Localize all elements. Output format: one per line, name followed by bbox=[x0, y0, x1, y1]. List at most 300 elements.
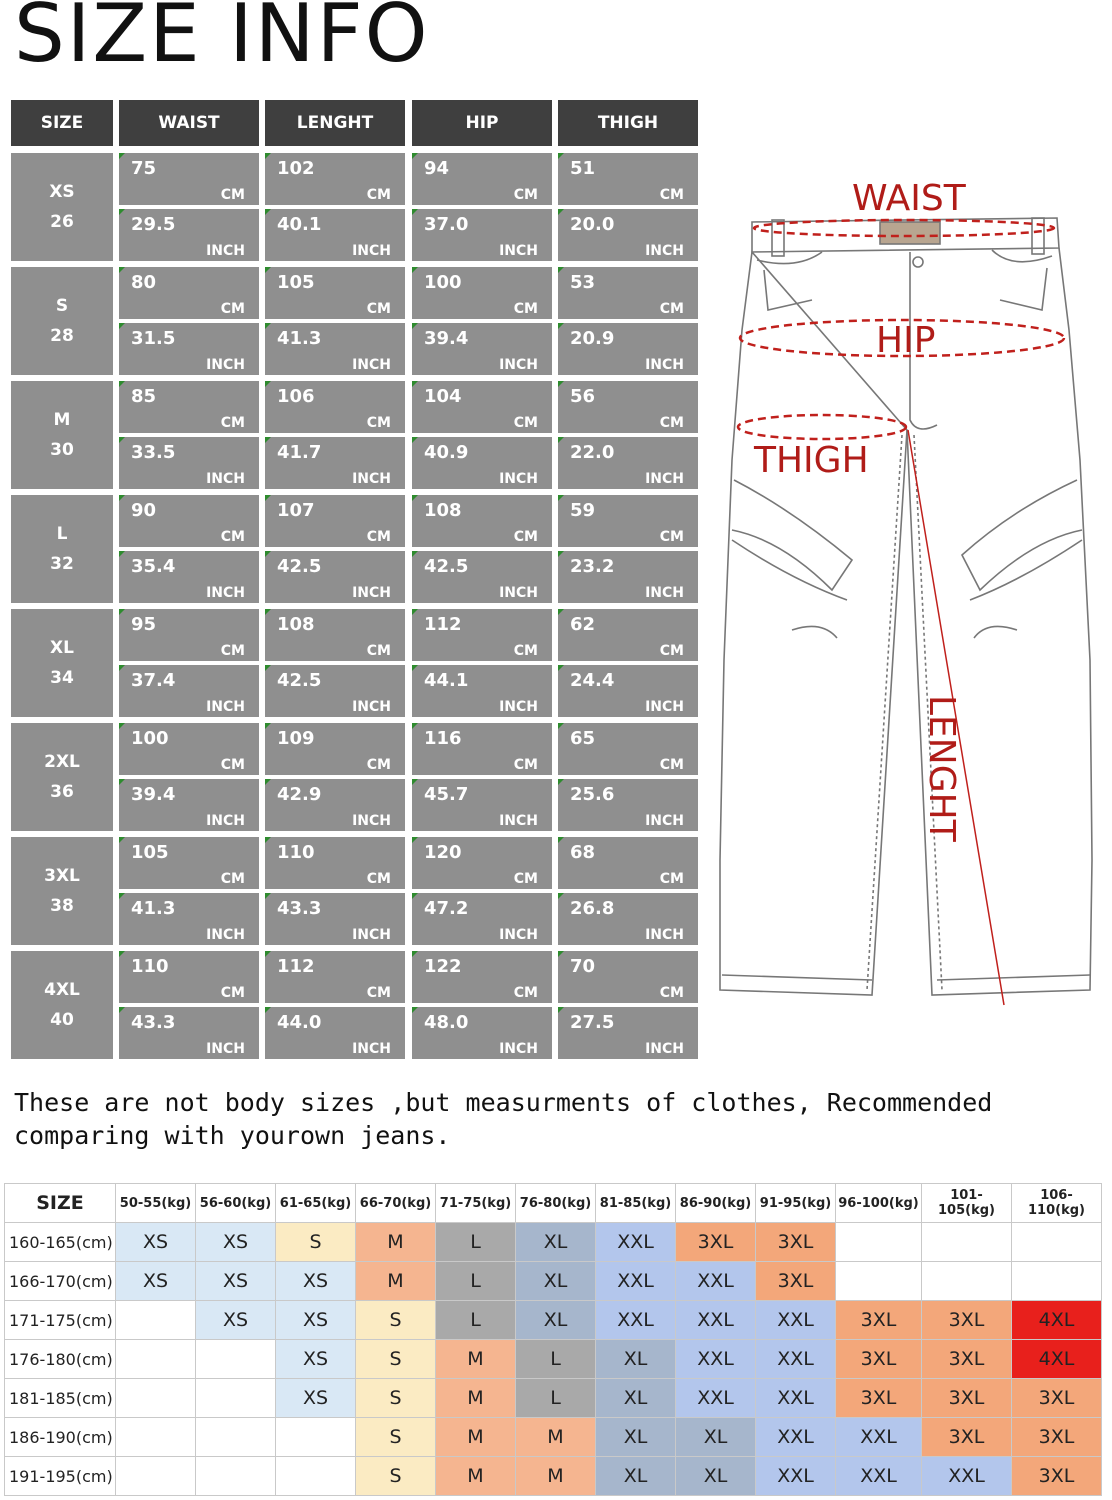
measure-cell-inch bbox=[558, 437, 698, 489]
size-recommendation-cell: S bbox=[356, 1418, 436, 1457]
measure-value: 85 bbox=[131, 386, 157, 407]
unit-label: CM bbox=[513, 187, 538, 203]
measure-cell-inch bbox=[265, 779, 405, 831]
measure-value: 62 bbox=[570, 614, 596, 635]
measure-value: 105 bbox=[277, 272, 315, 293]
measure-cell-inch bbox=[412, 437, 552, 489]
size-letter: XL bbox=[50, 638, 74, 658]
measure-cell-cm bbox=[119, 609, 259, 661]
measure-value: 44.1 bbox=[424, 670, 469, 691]
size-recommendation-cell: XXL bbox=[676, 1340, 756, 1379]
size-recommendation-cell: 3XL bbox=[1012, 1418, 1102, 1457]
corner-marker bbox=[558, 609, 564, 615]
unit-label: CM bbox=[220, 301, 245, 317]
measure-cell-cm bbox=[119, 267, 259, 319]
unit-label: CM bbox=[659, 415, 684, 431]
measure-cell-cm bbox=[265, 153, 405, 205]
size-recommendation-cell bbox=[116, 1301, 196, 1340]
size-recommendation-cell: 3XL bbox=[1012, 1379, 1102, 1418]
measure-cell-cm bbox=[265, 609, 405, 661]
measure-cell-cm bbox=[412, 153, 552, 205]
corner-marker bbox=[558, 837, 564, 843]
unit-label: INCH bbox=[352, 927, 391, 943]
size-letter: XS bbox=[49, 182, 75, 202]
corner-marker bbox=[412, 723, 418, 729]
measure-value: 107 bbox=[277, 500, 315, 521]
measure-cell-cm bbox=[412, 609, 552, 661]
measure-value: 56 bbox=[570, 386, 596, 407]
corner-marker bbox=[119, 837, 125, 843]
measure-value: 39.4 bbox=[424, 328, 469, 349]
measure-value: 22.0 bbox=[570, 442, 615, 463]
measure-cell-cm bbox=[119, 153, 259, 205]
measure-value: 42.5 bbox=[277, 670, 322, 691]
measure-value: 90 bbox=[131, 500, 157, 521]
unit-label: CM bbox=[659, 871, 684, 887]
unit-label: INCH bbox=[206, 813, 245, 829]
unit-label: INCH bbox=[206, 1041, 245, 1057]
corner-marker bbox=[119, 323, 125, 329]
table-row bbox=[5, 1301, 1102, 1340]
unit-label: CM bbox=[366, 529, 391, 545]
corner-marker bbox=[412, 951, 418, 957]
corner-marker bbox=[119, 551, 125, 557]
measure-cell-cm bbox=[412, 837, 552, 889]
measure-value: 116 bbox=[424, 728, 462, 749]
measure-cell-cm bbox=[412, 381, 552, 433]
unit-label: CM bbox=[366, 871, 391, 887]
corner-marker bbox=[265, 551, 271, 557]
unit-label: CM bbox=[513, 757, 538, 773]
size-recommendation-cell: XXL bbox=[676, 1262, 756, 1301]
measure-value: 20.9 bbox=[570, 328, 615, 349]
size-recommendation-cell bbox=[836, 1262, 922, 1301]
size-recommendation-cell bbox=[922, 1223, 1012, 1262]
corner-marker bbox=[119, 1007, 125, 1013]
corner-marker bbox=[119, 153, 125, 159]
weight-header: 96-100(kg) bbox=[836, 1184, 922, 1223]
unit-label: INCH bbox=[352, 1041, 391, 1057]
measure-cell-inch bbox=[412, 209, 552, 261]
size-recommendation-cell: XL bbox=[596, 1457, 676, 1496]
unit-label: CM bbox=[659, 757, 684, 773]
size-recommendation-cell bbox=[276, 1418, 356, 1457]
unit-label: CM bbox=[659, 529, 684, 545]
size-recommendation-cell: XL bbox=[596, 1340, 676, 1379]
size-recommendation-cell bbox=[196, 1457, 276, 1496]
size-recommendation-cell: XS bbox=[276, 1301, 356, 1340]
height-label: 191-195(cm) bbox=[5, 1457, 116, 1496]
page-title: SIZE INFO bbox=[14, 0, 430, 80]
size-number: 34 bbox=[50, 668, 74, 688]
corner-marker bbox=[265, 665, 271, 671]
measure-value: 70 bbox=[570, 956, 596, 977]
weight-header: 71-75(kg) bbox=[436, 1184, 516, 1223]
corner-marker bbox=[265, 893, 271, 899]
measure-cell-inch bbox=[412, 323, 552, 375]
unit-label: INCH bbox=[206, 243, 245, 259]
unit-label: INCH bbox=[645, 927, 684, 943]
measure-cell-cm bbox=[119, 495, 259, 547]
measure-cell-inch bbox=[265, 209, 405, 261]
size-label-cell bbox=[11, 609, 113, 717]
weight-header: 50-55(kg) bbox=[116, 1184, 196, 1223]
measure-value: 41.3 bbox=[131, 898, 176, 919]
size-number: 40 bbox=[50, 1010, 74, 1030]
measure-cell-cm bbox=[265, 495, 405, 547]
unit-label: INCH bbox=[206, 471, 245, 487]
height-label: 160-165(cm) bbox=[5, 1223, 116, 1262]
unit-label: INCH bbox=[499, 699, 538, 715]
corner-marker bbox=[412, 1007, 418, 1013]
length-label: LENGHT bbox=[921, 695, 962, 842]
measure-cell-inch bbox=[119, 1007, 259, 1059]
unit-label: CM bbox=[659, 187, 684, 203]
corner-marker bbox=[412, 323, 418, 329]
corner-marker bbox=[558, 779, 564, 785]
unit-label: CM bbox=[366, 301, 391, 317]
corner-header: SIZE bbox=[5, 1184, 116, 1223]
size-label-cell bbox=[11, 267, 113, 375]
unit-label: CM bbox=[220, 757, 245, 773]
measure-value: 59 bbox=[570, 500, 596, 521]
unit-label: INCH bbox=[352, 357, 391, 373]
unit-label: INCH bbox=[206, 585, 245, 601]
corner-marker bbox=[558, 893, 564, 899]
corner-marker bbox=[119, 779, 125, 785]
corner-marker bbox=[119, 951, 125, 957]
size-letter: M bbox=[53, 410, 71, 430]
measure-value: 95 bbox=[131, 614, 157, 635]
weight-header: 101-105(kg) bbox=[922, 1184, 1012, 1223]
corner-marker bbox=[119, 267, 125, 273]
corner-marker bbox=[412, 609, 418, 615]
measure-cell-inch bbox=[558, 893, 698, 945]
measure-value: 102 bbox=[277, 158, 315, 179]
corner-marker bbox=[119, 723, 125, 729]
unit-label: CM bbox=[366, 415, 391, 431]
measure-value: 45.7 bbox=[424, 784, 469, 805]
measure-cell-cm bbox=[119, 837, 259, 889]
size-recommendation-cell: 3XL bbox=[836, 1379, 922, 1418]
size-recommendation-cell: XXL bbox=[836, 1457, 922, 1496]
size-recommendation-cell: XL bbox=[676, 1418, 756, 1457]
corner-marker bbox=[265, 153, 271, 159]
measure-value: 108 bbox=[424, 500, 462, 521]
unit-label: CM bbox=[513, 871, 538, 887]
size-recommendation-cell: L bbox=[436, 1301, 516, 1340]
size-recommendation-cell: XXL bbox=[756, 1418, 836, 1457]
size-recommendation-cell bbox=[196, 1379, 276, 1418]
size-recommendation-cell: 3XL bbox=[756, 1223, 836, 1262]
size-recommendation-cell: S bbox=[356, 1340, 436, 1379]
measure-cell-cm bbox=[558, 723, 698, 775]
size-recommendation-cell: XS bbox=[116, 1223, 196, 1262]
size-recommendation-cell bbox=[1012, 1262, 1102, 1301]
weight-header: 106-110(kg) bbox=[1012, 1184, 1102, 1223]
measure-value: 31.5 bbox=[131, 328, 176, 349]
size-recommendation-cell: 3XL bbox=[922, 1301, 1012, 1340]
corner-marker bbox=[558, 323, 564, 329]
measure-value: 65 bbox=[570, 728, 596, 749]
measure-value: 40.9 bbox=[424, 442, 469, 463]
size-label-cell bbox=[11, 495, 113, 603]
size-number: 32 bbox=[50, 554, 74, 574]
measure-cell-inch bbox=[265, 551, 405, 603]
size-recommendation-cell bbox=[116, 1379, 196, 1418]
measure-cell-cm bbox=[265, 267, 405, 319]
measure-value: 42.5 bbox=[424, 556, 469, 577]
size-recommendation-cell bbox=[922, 1262, 1012, 1301]
measure-value: 25.6 bbox=[570, 784, 615, 805]
measure-value: 39.4 bbox=[131, 784, 176, 805]
size-letter: 3XL bbox=[44, 866, 80, 886]
measure-value: 35.4 bbox=[131, 556, 176, 577]
size-recommendation-cell: XXL bbox=[676, 1379, 756, 1418]
measure-value: 37.4 bbox=[131, 670, 176, 691]
unit-label: CM bbox=[513, 529, 538, 545]
size-recommendation-cell: L bbox=[516, 1379, 596, 1418]
corner-marker bbox=[412, 665, 418, 671]
unit-label: CM bbox=[659, 301, 684, 317]
size-recommendation-cell bbox=[116, 1457, 196, 1496]
unit-label: CM bbox=[220, 529, 245, 545]
size-recommendation-cell: XXL bbox=[596, 1262, 676, 1301]
size-recommendation-cell: XS bbox=[276, 1262, 356, 1301]
thigh-label: THIGH bbox=[754, 440, 869, 481]
size-recommendation-cell bbox=[276, 1457, 356, 1496]
corner-marker bbox=[558, 153, 564, 159]
measure-cell-cm bbox=[265, 381, 405, 433]
size-recommendation-cell: M bbox=[436, 1457, 516, 1496]
unit-label: INCH bbox=[352, 813, 391, 829]
measure-value: 23.2 bbox=[570, 556, 615, 577]
size-recommendation-cell: 4XL bbox=[1012, 1340, 1102, 1379]
size-recommendation-cell: L bbox=[436, 1223, 516, 1262]
unit-label: CM bbox=[220, 415, 245, 431]
measure-value: 100 bbox=[424, 272, 462, 293]
measure-cell-inch bbox=[265, 893, 405, 945]
size-recommendation-cell: XXL bbox=[756, 1301, 836, 1340]
measure-value: 41.7 bbox=[277, 442, 322, 463]
unit-label: INCH bbox=[352, 699, 391, 715]
size-recommendation-cell: XXL bbox=[756, 1340, 836, 1379]
measure-value: 48.0 bbox=[424, 1012, 469, 1033]
measure-value: 75 bbox=[131, 158, 157, 179]
measure-cell-inch bbox=[412, 779, 552, 831]
size-recommendation-cell: S bbox=[276, 1223, 356, 1262]
corner-marker bbox=[265, 1007, 271, 1013]
measure-cell-cm bbox=[558, 951, 698, 1003]
size-recommendation-cell: M bbox=[516, 1457, 596, 1496]
measure-cell-cm bbox=[412, 723, 552, 775]
measure-value: 106 bbox=[277, 386, 315, 407]
size-recommendation-cell: XL bbox=[516, 1262, 596, 1301]
size-recommendation-cell: S bbox=[356, 1457, 436, 1496]
measure-cell-cm bbox=[119, 723, 259, 775]
corner-marker bbox=[119, 893, 125, 899]
corner-marker bbox=[412, 779, 418, 785]
corner-marker bbox=[412, 267, 418, 273]
corner-marker bbox=[558, 551, 564, 557]
measure-value: 29.5 bbox=[131, 214, 176, 235]
corner-marker bbox=[558, 665, 564, 671]
measure-value: 110 bbox=[131, 956, 169, 977]
measure-cell-cm bbox=[558, 495, 698, 547]
corner-marker bbox=[265, 609, 271, 615]
size-recommendation-cell bbox=[1012, 1223, 1102, 1262]
measure-cell-cm bbox=[558, 381, 698, 433]
size-label-cell bbox=[11, 381, 113, 489]
measure-cell-inch bbox=[119, 665, 259, 717]
measure-value: 110 bbox=[277, 842, 315, 863]
unit-label: INCH bbox=[352, 471, 391, 487]
size-recommendation-cell: 3XL bbox=[922, 1379, 1012, 1418]
size-recommendation-cell bbox=[836, 1223, 922, 1262]
unit-label: CM bbox=[220, 643, 245, 659]
measure-value: 44.0 bbox=[277, 1012, 322, 1033]
measure-cell-inch bbox=[558, 209, 698, 261]
corner-marker bbox=[558, 951, 564, 957]
unit-label: CM bbox=[220, 985, 245, 1001]
weight-header: 91-95(kg) bbox=[756, 1184, 836, 1223]
measure-cell-inch bbox=[265, 1007, 405, 1059]
measure-value: 20.0 bbox=[570, 214, 615, 235]
header-hip: HIP bbox=[412, 100, 552, 146]
size-recommendation-cell: L bbox=[436, 1262, 516, 1301]
height-label: 186-190(cm) bbox=[5, 1418, 116, 1457]
measure-cell-inch bbox=[558, 551, 698, 603]
table-row bbox=[5, 1262, 1102, 1301]
measure-value: 41.3 bbox=[277, 328, 322, 349]
size-number: 26 bbox=[50, 212, 74, 232]
measure-value: 37.0 bbox=[424, 214, 469, 235]
table-row bbox=[5, 1379, 1102, 1418]
unit-label: INCH bbox=[352, 243, 391, 259]
size-recommendation-cell: 4XL bbox=[1012, 1301, 1102, 1340]
measure-value: 100 bbox=[131, 728, 169, 749]
weight-header: 76-80(kg) bbox=[516, 1184, 596, 1223]
unit-label: INCH bbox=[645, 813, 684, 829]
corner-marker bbox=[412, 495, 418, 501]
corner-marker bbox=[265, 437, 271, 443]
size-recommendation-cell: XXL bbox=[922, 1457, 1012, 1496]
unit-label: INCH bbox=[206, 357, 245, 373]
size-letter: L bbox=[56, 524, 68, 544]
weight-header: 56-60(kg) bbox=[196, 1184, 276, 1223]
size-recommendation-cell: S bbox=[356, 1379, 436, 1418]
corner-marker bbox=[412, 381, 418, 387]
size-recommendation-cell: XL bbox=[676, 1457, 756, 1496]
measure-value: 33.5 bbox=[131, 442, 176, 463]
measure-value: 94 bbox=[424, 158, 450, 179]
waist-label: WAIST bbox=[852, 178, 966, 219]
unit-label: INCH bbox=[499, 1041, 538, 1057]
unit-label: CM bbox=[220, 187, 245, 203]
size-letter: 4XL bbox=[44, 980, 80, 1000]
measure-cell-cm bbox=[412, 951, 552, 1003]
size-recommendation-cell: XL bbox=[596, 1379, 676, 1418]
measure-value: 51 bbox=[570, 158, 596, 179]
unit-label: CM bbox=[659, 985, 684, 1001]
measure-cell-inch bbox=[412, 551, 552, 603]
measure-cell-cm bbox=[412, 267, 552, 319]
corner-marker bbox=[265, 381, 271, 387]
unit-label: CM bbox=[513, 415, 538, 431]
measure-cell-cm bbox=[558, 267, 698, 319]
size-recommendation-cell: XS bbox=[276, 1379, 356, 1418]
measure-value: 104 bbox=[424, 386, 462, 407]
weight-header: 86-90(kg) bbox=[676, 1184, 756, 1223]
corner-marker bbox=[119, 437, 125, 443]
measure-cell-inch bbox=[119, 437, 259, 489]
measure-value: 43.3 bbox=[131, 1012, 176, 1033]
unit-label: CM bbox=[513, 643, 538, 659]
size-recommendation-cell bbox=[116, 1340, 196, 1379]
hip-label: HIP bbox=[876, 320, 936, 361]
size-label-cell bbox=[11, 153, 113, 261]
size-recommendation-cell: XL bbox=[596, 1418, 676, 1457]
unit-label: INCH bbox=[206, 699, 245, 715]
corner-marker bbox=[558, 437, 564, 443]
header-waist: WAIST bbox=[119, 100, 259, 146]
measure-value: 40.1 bbox=[277, 214, 322, 235]
size-recommendation-cell: 3XL bbox=[1012, 1457, 1102, 1496]
unit-label: INCH bbox=[645, 471, 684, 487]
size-label-cell bbox=[11, 723, 113, 831]
unit-label: CM bbox=[366, 187, 391, 203]
measure-cell-inch bbox=[412, 665, 552, 717]
measure-cell-inch bbox=[558, 779, 698, 831]
size-recommendation-cell: 3XL bbox=[676, 1223, 756, 1262]
measure-cell-inch bbox=[558, 665, 698, 717]
unit-label: CM bbox=[220, 871, 245, 887]
table-row bbox=[5, 1418, 1102, 1457]
measure-value: 112 bbox=[277, 956, 315, 977]
size-recommendation-cell: XS bbox=[196, 1262, 276, 1301]
size-number: 38 bbox=[50, 896, 74, 916]
corner-marker bbox=[412, 209, 418, 215]
measure-cell-cm bbox=[119, 951, 259, 1003]
measure-cell-cm bbox=[265, 837, 405, 889]
measure-value: 112 bbox=[424, 614, 462, 635]
measure-cell-inch bbox=[412, 893, 552, 945]
measure-cell-inch bbox=[119, 209, 259, 261]
size-letter: S bbox=[55, 296, 69, 316]
measurement-note: These are not body sizes ,but measurments of clothes, Recommended comparing with yourown jeans. bbox=[14, 1088, 993, 1150]
corner-marker bbox=[558, 723, 564, 729]
corner-marker bbox=[412, 893, 418, 899]
size-recommendation-cell: XS bbox=[196, 1301, 276, 1340]
measure-cell-cm bbox=[265, 951, 405, 1003]
corner-marker bbox=[119, 495, 125, 501]
measure-cell-inch bbox=[558, 1007, 698, 1059]
jeans-diagram bbox=[712, 160, 1108, 1020]
table-row bbox=[5, 1457, 1102, 1496]
size-recommendation-cell: XXL bbox=[756, 1379, 836, 1418]
size-recommendation-cell: M bbox=[436, 1340, 516, 1379]
corner-marker bbox=[558, 495, 564, 501]
corner-marker bbox=[119, 381, 125, 387]
measure-value: 42.9 bbox=[277, 784, 322, 805]
corner-marker bbox=[265, 323, 271, 329]
corner-marker bbox=[558, 1007, 564, 1013]
size-number: 28 bbox=[50, 326, 74, 346]
header-lenght: LENGHT bbox=[265, 100, 405, 146]
size-recommendation-cell: 3XL bbox=[756, 1262, 836, 1301]
height-label: 176-180(cm) bbox=[5, 1340, 116, 1379]
unit-label: CM bbox=[513, 301, 538, 317]
